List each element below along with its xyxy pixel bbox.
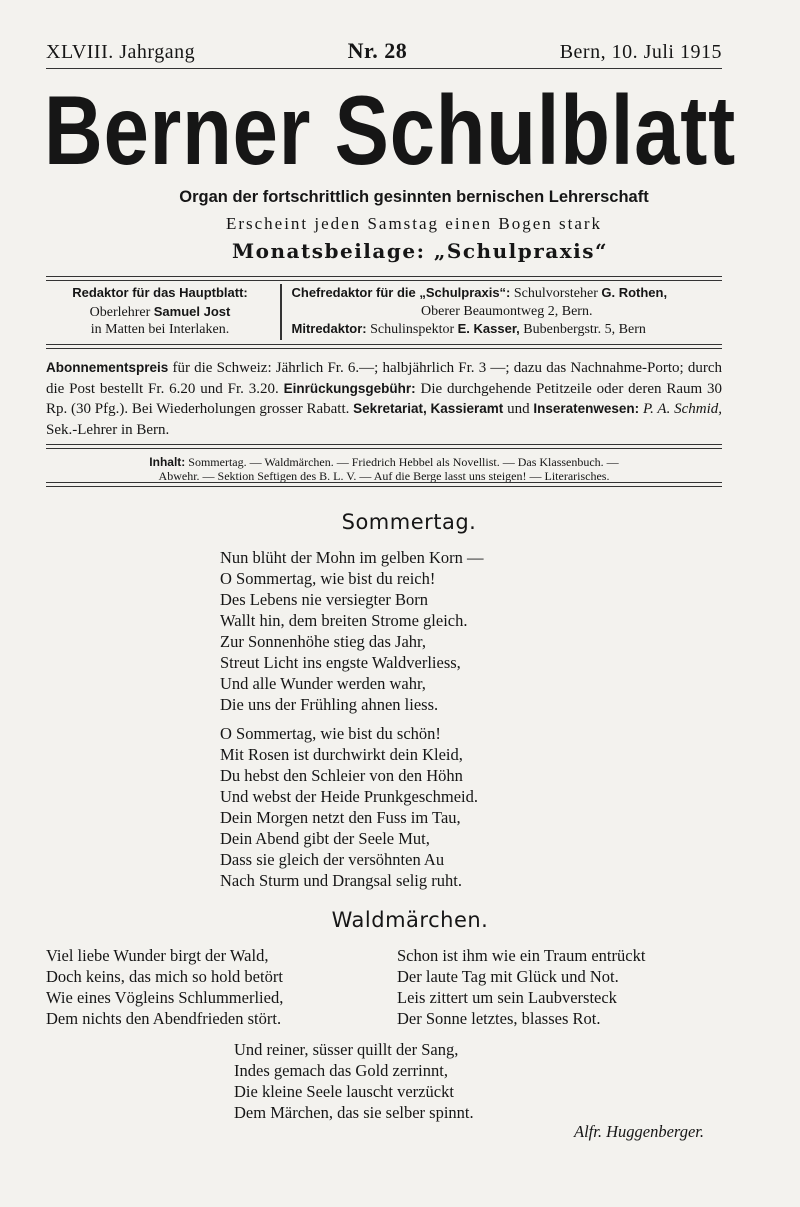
poem-line: Zur Sonnenhöhe stieg das Jahr, (220, 632, 427, 651)
poem-line: Doch keins, das mich so hold betört (46, 967, 283, 986)
main-editor (46, 284, 274, 340)
poem-line: Schon ist ihm wie ein Traum entrückt (397, 946, 646, 965)
contents-label: Inhalt: (149, 455, 186, 469)
co-editor-label: Mitredaktor: (291, 321, 367, 336)
chief-editor-address: Oberer Beaumontweg 2, Bern. (421, 303, 593, 319)
insertion-fee-label: Einrückungsgebühr: (283, 380, 416, 396)
poem-line: Streut Licht ins engste Waldverliess, (220, 653, 461, 672)
poem-title-sommertag: Sommertag. (341, 510, 477, 534)
editors-box (46, 284, 722, 340)
poem-line: Die kleine Seele lauscht verzückt (234, 1082, 454, 1101)
poem-line: Wie eines Vögleins Schlummerlied, (46, 988, 284, 1007)
poem-line: Dem nichts den Abendfrieden stört. (46, 1009, 282, 1028)
chief-editor-label: Chefredaktor für die „Schulpraxis“: (291, 285, 511, 300)
co-editor-name: E. Kasser, (457, 321, 520, 336)
editors-bottom-rule (46, 344, 722, 349)
header-rule (46, 68, 722, 69)
chief-editor-title: Schulvorsteher (513, 286, 598, 301)
poem-line: Dem Märchen, das sie selber spinnt. (234, 1103, 474, 1122)
chief-editor-name: G. Rothen, (601, 285, 668, 300)
poem-line: O Sommertag, wie bist du schön! (220, 724, 441, 743)
subscription-text: für die Schweiz: Jährlich Fr. 6.—; halbjährlich Fr. 3 —; dazu das Nachnahme-Porto; durch die Post bestellt Fr. 6.20 und Fr. 3.20. (46, 360, 723, 397)
secretariat-label: Sekretariat, Kassieramt (353, 401, 504, 416)
poem-line: Wallt hin, dem breiten Strome gleich. (220, 611, 468, 630)
table-of-contents (46, 456, 722, 483)
editors-top-rule (46, 276, 722, 281)
poem-line: Und webst der Heide Prunkgeschmeid. (220, 787, 478, 806)
chief-editors (292, 284, 723, 340)
poem-line: Mit Rosen ist durchwirkt dein Kleid, (220, 745, 463, 764)
editors-divider (280, 284, 282, 340)
place-date: Bern, 10. Juli 1915 (559, 41, 722, 63)
poem-line: Der laute Tag mit Glück und Not. (397, 967, 619, 986)
poem-line: Des Lebens nie versiegter Born (220, 590, 429, 609)
poem-line: Dein Morgen netzt den Fuss im Tau, (220, 808, 461, 827)
main-editor-place: in Matten bei Interlaken. (90, 322, 230, 337)
poem-line: Dein Abend gibt der Seele Mut, (220, 829, 430, 848)
advertising-label: Inseratenwesen: (533, 401, 640, 416)
co-editor-address: Bubenbergstr. 5, Bern (523, 322, 646, 337)
poem-line: Du hebst den Schleier von den Höhn (220, 766, 463, 785)
organ-line: Organ der fortschrittlich gesinnten bernischen Lehrerschaft (179, 188, 649, 206)
poem-line: Der Sonne letztes, blasses Rot. (397, 1009, 601, 1028)
poem-sommertag (220, 547, 484, 891)
contact-role: Sek.-Lehrer in Bern. (46, 421, 170, 438)
poem-title-waldmaerchen: Waldmärchen. (331, 908, 489, 932)
poem-line: Dass sie gleich der versöhnten Au (220, 850, 445, 869)
poem-waldmaerchen-final (234, 1039, 474, 1123)
poem-line: Viel liebe Wunder birgt der Wald, (46, 946, 269, 965)
issue-header (46, 38, 722, 68)
main-editor-name: Samuel Jost (153, 303, 231, 319)
masthead-title: Berner Schulblatt (44, 75, 737, 185)
stanza-gap (220, 715, 484, 723)
contents-bottom-rule (46, 482, 722, 487)
contents-line-2: Abwehr. — Sektion Seftigen des B. L. V. — Auf die Berge lasst uns steigen! — Literarisches. (158, 468, 610, 483)
poem-line: Nach Sturm und Drangsal selig ruht. (220, 871, 462, 890)
poem-line: Leis zittert um sein Laubversteck (397, 988, 617, 1007)
main-editor-title: Oberlehrer (89, 304, 151, 320)
subscription-info (46, 358, 722, 440)
secretariat-and: und (507, 401, 530, 417)
issue-number: Nr. 28 (347, 38, 408, 63)
co-editor-title: Schulinspektor (370, 322, 455, 337)
contents-line-1: Sommertag. — Waldmärchen. — Friedrich Hebbel als Novellist. — Das Klassenbuch. — (188, 455, 619, 469)
poem-line: Und alle Wunder werden wahr, (220, 674, 426, 693)
poem-line: Die uns der Frühling ahnen liess. (220, 695, 439, 714)
poem-line: Und reiner, süsser quillt der Sang, (234, 1040, 459, 1059)
contact-person: P. A. Schmid, (642, 401, 723, 417)
poem-waldmaerchen-right (397, 945, 645, 1029)
subscription-label: Abonnementspreis (46, 360, 169, 375)
supplement-line: Monatsbeilage: „Schulpraxis“ (232, 239, 608, 263)
main-editor-label: Redaktor für das Hauptblatt: (72, 285, 248, 300)
poem-waldmaerchen-left (46, 945, 283, 1029)
frequency-line: Erscheint jeden Samstag einen Bogen stark (225, 214, 603, 233)
poem-line: Indes gemach das Gold zerrinnt, (234, 1061, 448, 1080)
poem-line: Nun blüht der Mohn im gelben Korn — (220, 548, 484, 567)
poem-line: O Sommertag, wie bist du reich! (220, 569, 436, 588)
insertion-fee-text: Die durchgehende Petitzeile oder deren Raum 30 Rp. (30 Pfg.). Bei Wiederholungen grosser Rabatt. (46, 380, 723, 417)
volume-label: XLVIII. Jahrgang (46, 41, 196, 63)
poem-author: Alfr. Huggenberger. (573, 1122, 704, 1141)
contents-top-rule (46, 444, 722, 449)
